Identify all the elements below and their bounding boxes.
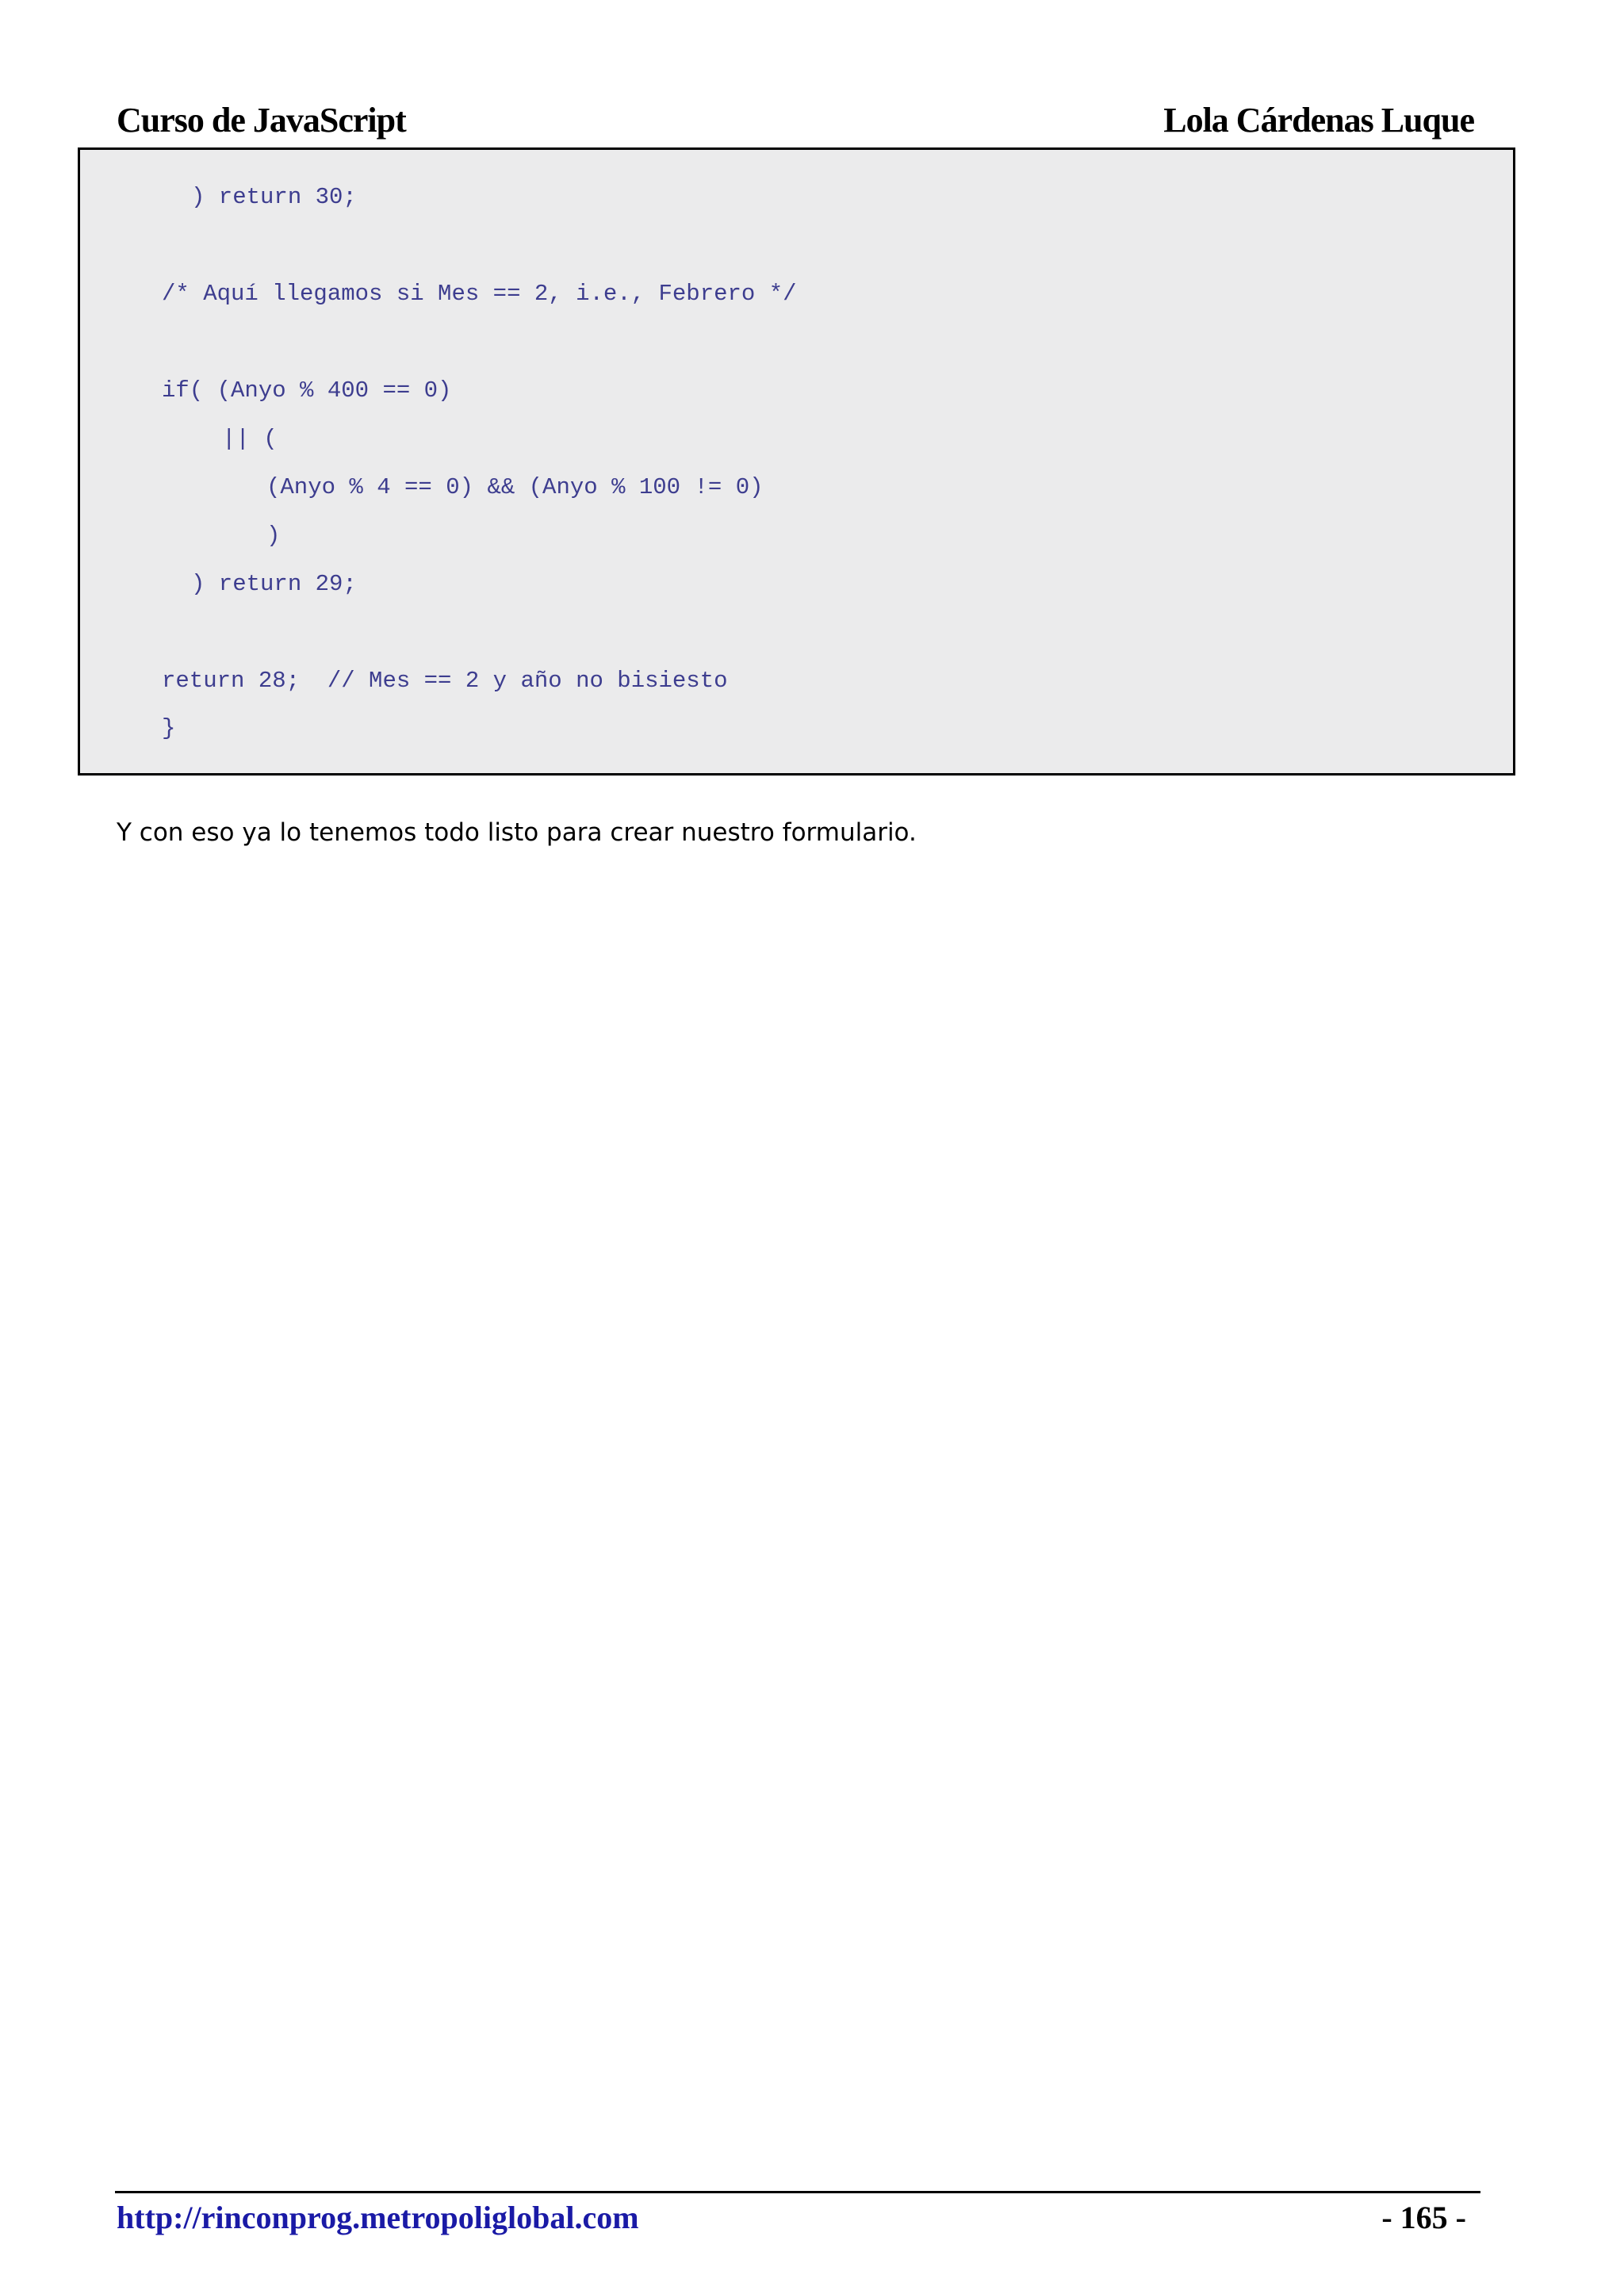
code-line: if( (Anyo % 400 == 0) [162,377,452,404]
website-link[interactable]: http://rinconprog.metropoliglobal.com [117,2200,639,2235]
document-title: Curso de JavaScript [117,101,406,140]
code-line: return 28; // Mes == 2 y año no bisiesto [162,668,728,694]
page-header [115,100,1480,150]
code-line: ) return 29; [191,571,357,597]
page-footer [115,2191,1480,2241]
author-name: Lola Cárdenas Luque [1163,101,1474,140]
page-number: - 165 - [1381,2200,1466,2235]
code-line: || ( [222,426,278,452]
code-line: ) [266,523,281,549]
code-line: } [162,715,176,741]
body-paragraph: Y con eso ya lo tenemos todo listo para crear nuestro formulario. [117,818,917,847]
code-line: ) return 30; [191,184,357,210]
code-block [78,147,1515,776]
code-line: /* Aquí llegamos si Mes == 2, i.e., Febrero */ [162,281,797,307]
code-line: (Anyo % 4 == 0) && (Anyo % 100 != 0) [266,474,764,500]
